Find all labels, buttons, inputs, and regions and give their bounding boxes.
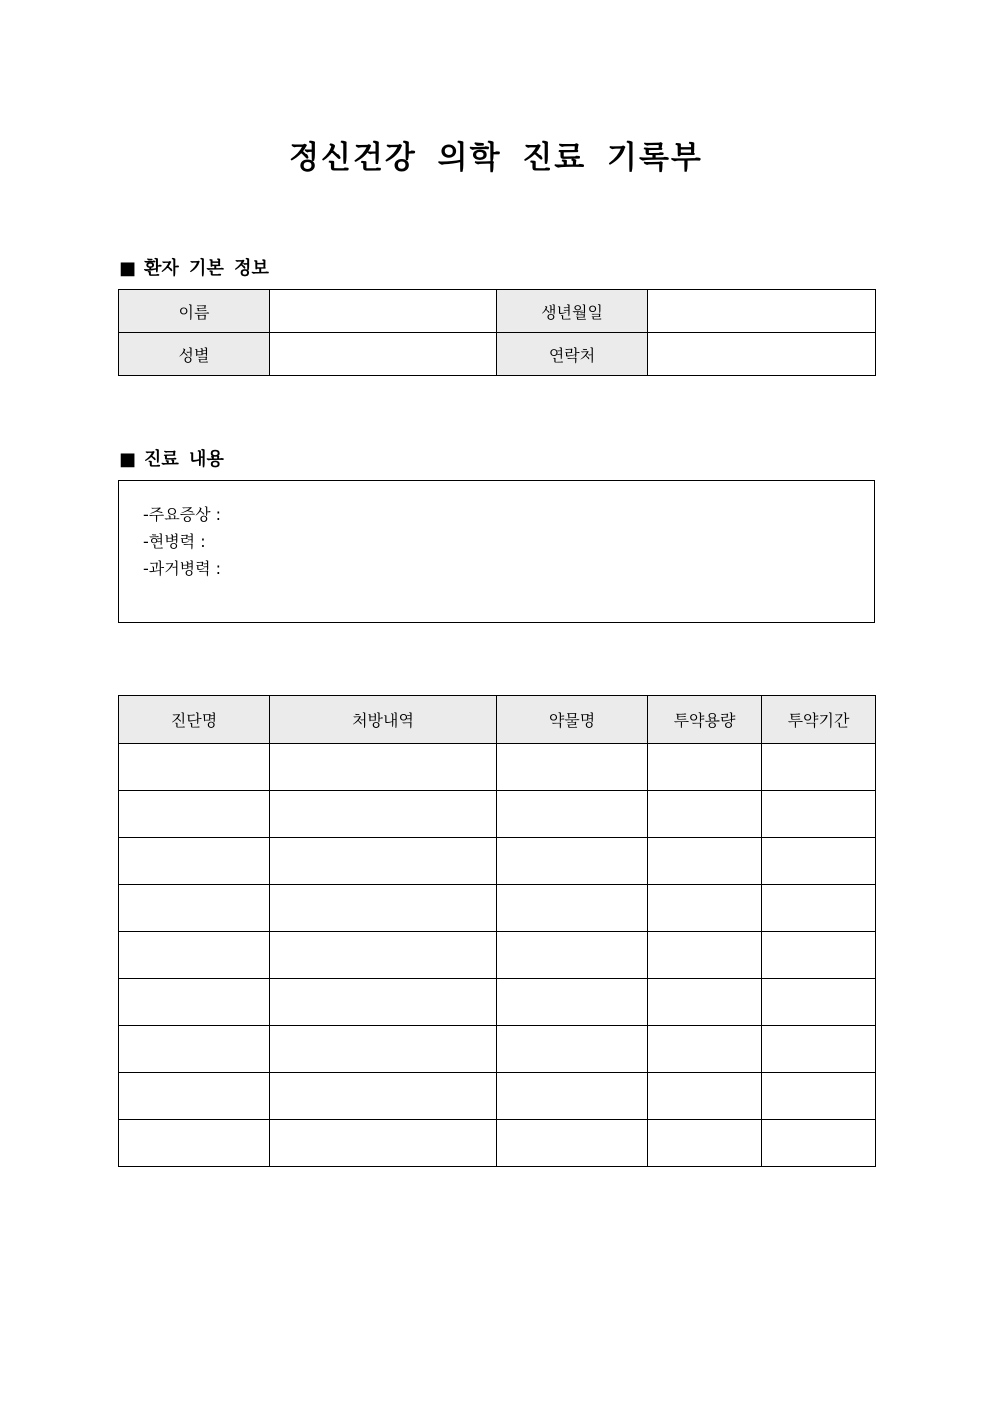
- table-row: [119, 838, 876, 885]
- table-row: [119, 744, 876, 791]
- drug-name-cell[interactable]: [497, 932, 648, 979]
- contact-field[interactable]: [648, 333, 876, 376]
- duration-cell[interactable]: [762, 1120, 876, 1167]
- prescription-cell[interactable]: [270, 1120, 497, 1167]
- diagnosis-cell[interactable]: [119, 1073, 270, 1120]
- present-illness-line: -현병력 :: [143, 532, 206, 551]
- patient-info-table: [118, 289, 876, 376]
- prescription-cell[interactable]: [270, 1073, 497, 1120]
- duration-cell[interactable]: [762, 979, 876, 1026]
- duration-cell[interactable]: [762, 1026, 876, 1073]
- table-row: [119, 885, 876, 932]
- drug-name-cell[interactable]: [497, 838, 648, 885]
- dosage-cell[interactable]: [648, 838, 762, 885]
- dosage-cell[interactable]: [648, 979, 762, 1026]
- dosage-cell[interactable]: [648, 1120, 762, 1167]
- drug-name-cell[interactable]: [497, 1073, 648, 1120]
- diagnosis-cell[interactable]: [119, 932, 270, 979]
- column-header-duration: 투약기간: [762, 696, 876, 744]
- table-header-row: [119, 696, 876, 744]
- prescription-cell[interactable]: [270, 932, 497, 979]
- diagnosis-cell[interactable]: [119, 1120, 270, 1167]
- column-header-diagnosis: 진단명: [119, 696, 270, 744]
- treatment-content-lines: [143, 501, 221, 582]
- prescription-table-body: [119, 744, 876, 1167]
- table-row: [119, 290, 876, 333]
- table-row: [119, 791, 876, 838]
- birthdate-label: 생년월일: [497, 290, 648, 333]
- diagnosis-cell[interactable]: [119, 791, 270, 838]
- prescription-cell[interactable]: [270, 791, 497, 838]
- patient-info-heading-text: 환자 기본 정보: [144, 258, 269, 279]
- prescription-cell[interactable]: [270, 838, 497, 885]
- duration-cell[interactable]: [762, 932, 876, 979]
- prescription-cell[interactable]: [270, 979, 497, 1026]
- dosage-cell[interactable]: [648, 1026, 762, 1073]
- drug-name-cell[interactable]: [497, 744, 648, 791]
- drug-name-cell[interactable]: [497, 885, 648, 932]
- diagnosis-cell[interactable]: [119, 838, 270, 885]
- prescription-cell[interactable]: [270, 1026, 497, 1073]
- diagnosis-cell[interactable]: [119, 979, 270, 1026]
- patient-info-heading: [119, 254, 269, 280]
- contact-label: 연락처: [497, 333, 648, 376]
- table-row: [119, 333, 876, 376]
- diagnosis-cell[interactable]: [119, 744, 270, 791]
- dosage-cell[interactable]: [648, 744, 762, 791]
- treatment-content-box[interactable]: [118, 480, 875, 623]
- dosage-cell[interactable]: [648, 791, 762, 838]
- dosage-cell[interactable]: [648, 932, 762, 979]
- column-header-dosage: 투약용량: [648, 696, 762, 744]
- diagnosis-cell[interactable]: [119, 885, 270, 932]
- drug-name-cell[interactable]: [497, 979, 648, 1026]
- birthdate-field[interactable]: [648, 290, 876, 333]
- prescription-cell[interactable]: [270, 744, 497, 791]
- drug-name-cell[interactable]: [497, 1026, 648, 1073]
- table-row: [119, 932, 876, 979]
- prescription-table: [118, 695, 876, 1167]
- drug-name-cell[interactable]: [497, 791, 648, 838]
- gender-field[interactable]: [270, 333, 497, 376]
- table-row: [119, 1120, 876, 1167]
- prescription-cell[interactable]: [270, 885, 497, 932]
- treatment-heading: [119, 445, 224, 471]
- duration-cell[interactable]: [762, 744, 876, 791]
- chief-complaint-line: -주요증상 :: [143, 505, 222, 524]
- dosage-cell[interactable]: [648, 885, 762, 932]
- column-header-prescription: 처방내역: [270, 696, 497, 744]
- diagnosis-cell[interactable]: [119, 1026, 270, 1073]
- dosage-cell[interactable]: [648, 1073, 762, 1120]
- treatment-heading-text: 진료 내용: [144, 449, 224, 470]
- page-title: 정신건강 의학 진료 기록부: [289, 140, 703, 176]
- square-bullet-icon: ■: [119, 449, 137, 470]
- duration-cell[interactable]: [762, 838, 876, 885]
- table-row: [119, 1026, 876, 1073]
- past-history-line: -과거병력 :: [143, 559, 222, 578]
- drug-name-cell[interactable]: [497, 1120, 648, 1167]
- gender-label: 성별: [119, 333, 270, 376]
- table-row: [119, 979, 876, 1026]
- table-row: [119, 1073, 876, 1120]
- duration-cell[interactable]: [762, 1073, 876, 1120]
- square-bullet-icon: ■: [119, 258, 137, 279]
- name-label: 이름: [119, 290, 270, 333]
- name-field[interactable]: [270, 290, 497, 333]
- duration-cell[interactable]: [762, 885, 876, 932]
- duration-cell[interactable]: [762, 791, 876, 838]
- column-header-drug-name: 약물명: [497, 696, 648, 744]
